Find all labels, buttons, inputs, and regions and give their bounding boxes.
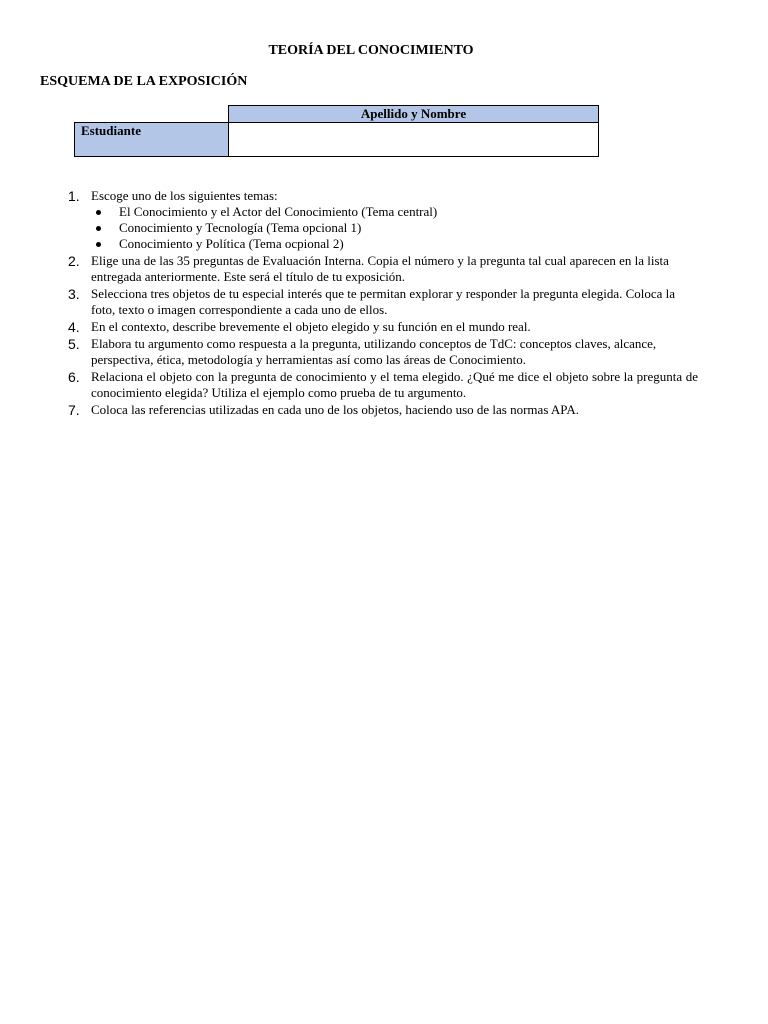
topic-item-text: Conocimiento y Política (Tema ocpional 2) — [119, 236, 344, 251]
student-table — [74, 105, 599, 157]
list-item-number: 4. — [68, 319, 80, 335]
document-subtitle: ESQUEMA DE LA EXPOSICIÓN — [40, 74, 248, 89]
list-item-number: 5. — [68, 336, 80, 352]
bullet-icon — [96, 226, 101, 231]
topic-item-text: Conocimiento y Tecnología (Tema opcional 1) — [119, 220, 362, 235]
list-item — [62, 402, 698, 418]
list-item — [62, 253, 698, 285]
topic-item — [91, 204, 698, 220]
bullet-icon — [96, 210, 101, 215]
table-row-label: Estudiante — [74, 122, 229, 157]
list-item-text: Relaciona el objeto con la pregunta de conocimiento y el tema elegido. ¿Qué me dice el objeto sobre la pregunta de conocimiento elegida? Utiliza el ejemplo como prueba de tu argumento. — [91, 369, 698, 400]
topic-item — [91, 236, 698, 252]
list-item-number: 2. — [68, 253, 80, 269]
document-title: TEORÍA DEL CONOCIMIENTO — [268, 43, 474, 58]
list-item — [62, 188, 698, 252]
list-item-number: 6. — [68, 369, 80, 385]
topic-item-text: El Conocimiento y el Actor del Conocimiento (Tema central) — [119, 204, 438, 219]
list-item-text: Selecciona tres objetos de tu especial interés que te permitan explorar y responder la pregunta elegida. Coloca la foto, texto o imagen correspondiente a cada uno de ellos. — [91, 286, 676, 317]
table-header-name: Apellido y Nombre — [228, 105, 599, 123]
list-item-number: 7. — [68, 402, 80, 418]
list-item — [62, 286, 698, 318]
list-item — [62, 369, 698, 401]
list-item-text: Coloca las referencias utilizadas en cada uno de los objetos, haciendo uso de las normas APA. — [91, 402, 579, 417]
list-item-text: Escoge uno de los siguientes temas: — [91, 188, 278, 203]
student-name-cell[interactable] — [228, 122, 599, 157]
list-item — [62, 319, 698, 335]
instruction-list — [62, 188, 698, 419]
list-item-number: 3. — [68, 286, 80, 302]
bullet-icon — [96, 242, 101, 247]
topic-item — [91, 220, 698, 236]
list-item-text: Elabora tu argumento como respuesta a la pregunta, utilizando conceptos de TdC: conceptos claves, alcance, perspectiva, ética, metodología y herramientas así como las áreas de Conocimiento. — [91, 336, 657, 367]
list-item — [62, 336, 698, 368]
list-item-number: 1. — [68, 188, 80, 204]
topic-list — [91, 204, 698, 252]
list-item-text: En el contexto, describe brevemente el objeto elegido y su función en el mundo real. — [91, 319, 531, 334]
list-item-text: Elige una de las 35 preguntas de Evaluación Interna. Copia el número y la pregunta tal cual aparecen en la lista entregada anteriormente. Este será el título de tu exposición. — [91, 253, 669, 284]
